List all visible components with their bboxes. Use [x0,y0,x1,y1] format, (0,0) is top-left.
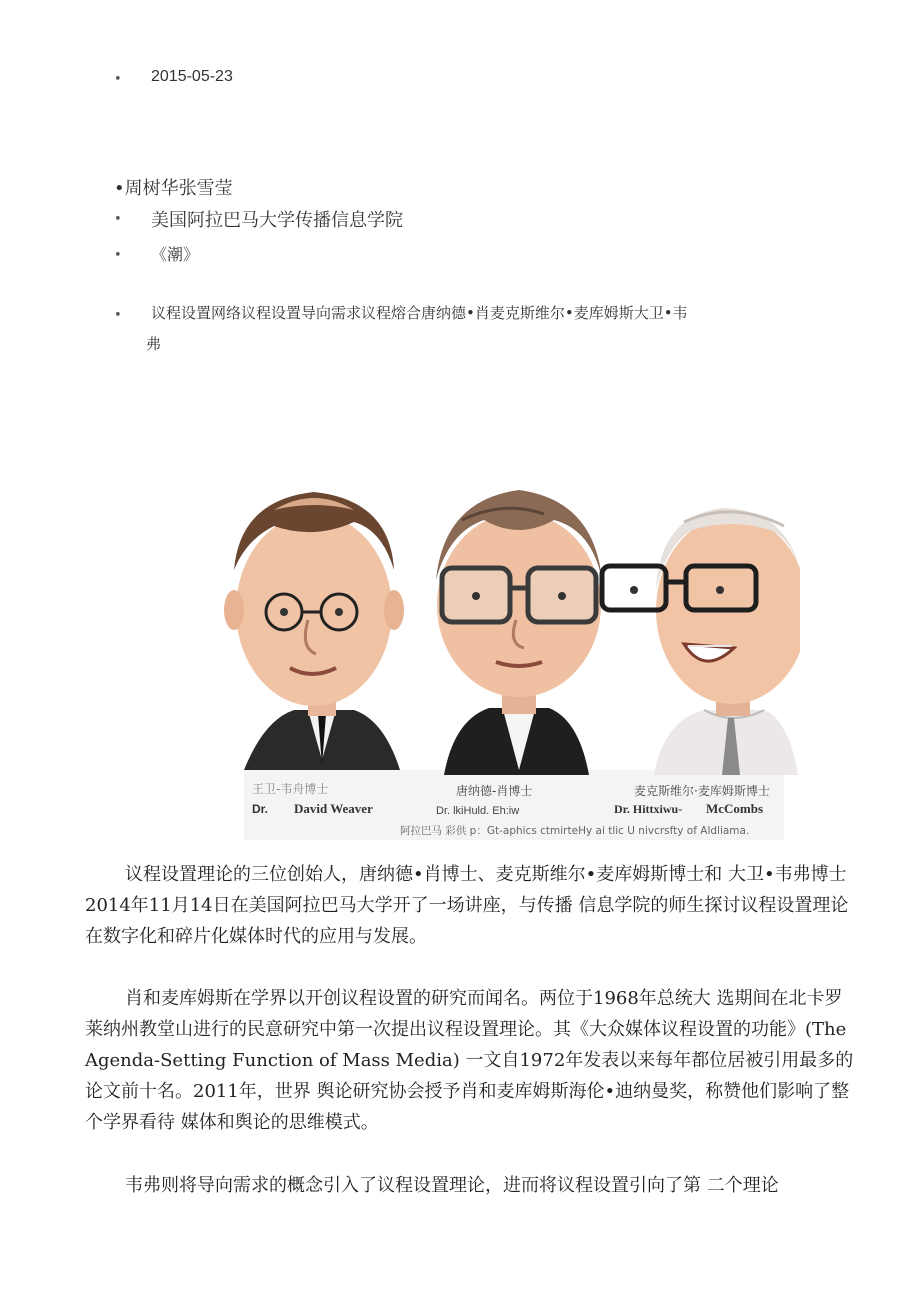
paragraph-2: 肖和麦库姆斯在学界以开创议程设置的研究而闻名。两位于1968年总统大 选期间在北卡罗莱纳州教堂山进行的民意研究中第一次提出议程设置理论。其《大众媒体议程设置的功能》(The Agenda-Setting Function of Mass Media) 一文自1972年发表以来每年都位居被引用最多的论文前十名。2011年，世界 舆论研究协会授予肖和麦库姆斯海伦•迪纳曼奖，称赞他们影响了整个学界看待 媒体和舆论的思维模式。 [85,988,854,1133]
figure-mccombs [602,508,800,775]
bullet-keywords: • [114,308,122,323]
publish-date: 2015-05-23 [151,68,233,85]
figure-shaw [436,490,602,775]
caricature-drawing [204,470,800,844]
caption-right-en-name: McCombs [706,801,764,816]
keywords-line2: 弗 [146,335,162,353]
caption-right-cn: 麦克斯维尔·麦库姆斯博士 [634,784,770,798]
image-credit: 阿拉巴马 彩供 p：Gt-aphics ctmirteHy ai tlic U nivcrsfty of Aldliama. [400,825,750,837]
caption-left-en-name: David Weaver [294,801,373,816]
caption-mid-en: Dr. lkiHuld. Eh:iw [436,805,520,817]
bullet-journal: • [114,248,122,263]
caption-right-en-prefix: Dr. Hittxiwu- [614,802,683,816]
bullet-date: • [114,72,122,87]
caption-mid-cn: 唐纳德-肖博士 [456,784,533,798]
authors: •周树华张雪莹 [114,178,233,199]
caption-left-cn: 王卫-韦舟博士 [252,782,329,796]
institution: 美国阿拉巴马大学传播信息学院 [151,210,403,231]
caption-left-en-prefix: Dr. [252,802,269,816]
founders-illustration [204,470,800,844]
paragraph-1: 议程设置理论的三位创始人，唐纳德•肖博士、麦克斯维尔•麦库姆斯博士和 大卫•韦弗博士 2014年11月14日在美国阿拉巴马大学开了一场讲座，与传播 信息学院的师生探讨议程设置理论在数字化和碎片化媒体时代的应用与发展。 [85,864,849,947]
figure-weaver [224,492,404,770]
keywords-line1: 议程设置网络议程设置导向需求议程熔合唐纳德•肖麦克斯维尔•麦库姆斯大卫•韦 [151,304,688,322]
paragraph-3: 韦弗则将导向需求的概念引入了议程设置理论，进而将议程设置引向了第 二个理论 [125,1175,779,1196]
bullet-institution: • [114,212,122,227]
journal: 《潮》 [151,245,200,264]
